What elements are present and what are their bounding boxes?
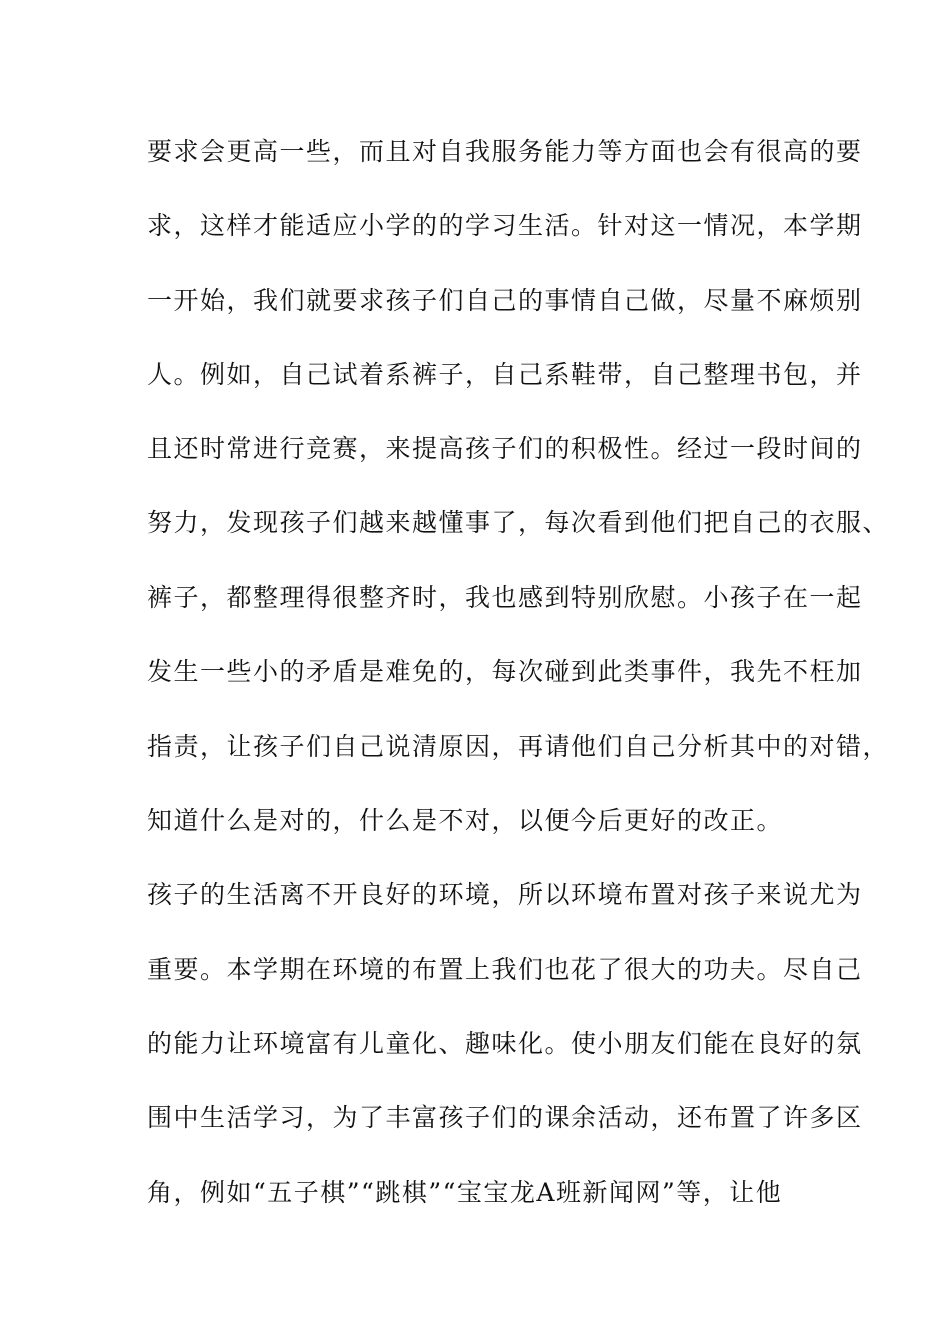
text-line: 裤子，都整理得很整齐时，我也感到特别欣慰。小孩子在一起	[147, 583, 863, 612]
text-line: 知道什么是对的，什么是不对，以便今后更好的改正。	[147, 806, 784, 835]
text-line: 一开始，我们就要求孩子们自己的事情自己做，尽量不麻烦别	[147, 286, 863, 315]
text-line: 努力，发现孩子们越来越懂事了，每次看到他们把自己的衣服、	[147, 508, 890, 537]
text-line: 且还时常进行竞赛，来提高孩子们的积极性。经过一段时间的	[147, 434, 863, 463]
text-line: 重要。本学期在环境的布置上我们也花了很大的功夫。尽自己	[147, 955, 863, 984]
text-line: 发生一些小的矛盾是难免的，每次碰到此类事件，我先不枉加	[147, 657, 863, 686]
text-line: 孩子的生活离不开良好的环境，所以环境布置对孩子来说尤为	[147, 880, 863, 909]
text-line: 求，这样才能适应小学的的学习生活。针对这一情况，本学期	[147, 211, 863, 240]
text-line: 围中生活学习，为了丰富孩子们的课余活动，还布置了许多区	[147, 1103, 863, 1132]
text-line: 指责，让孩子们自己说清原因，再请他们自己分析其中的对错，	[147, 732, 890, 761]
text-line: 的能力让环境富有儿童化、趣味化。使小朋友们能在良好的氛	[147, 1029, 863, 1058]
text-line: 角，例如“五子棋”“跳棋”“宝宝龙A班新闻网”等，让他	[147, 1178, 783, 1207]
text-line: 要求会更高一些，而且对自我服务能力等方面也会有很高的要	[147, 137, 863, 166]
text-line: 人。例如，自己试着系裤子，自己系鞋带，自己整理书包，并	[147, 360, 863, 389]
